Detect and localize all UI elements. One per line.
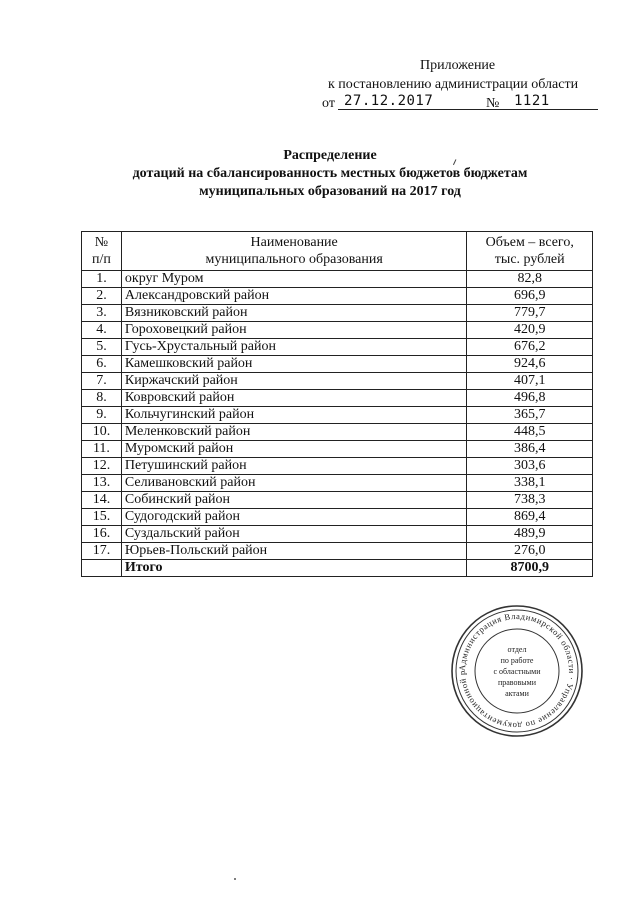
table-row <box>82 492 593 509</box>
row-value: 924,6 <box>467 356 593 373</box>
table-row <box>82 288 593 305</box>
date-value: 27.12.2017 <box>338 93 512 110</box>
row-number: 14. <box>82 492 122 509</box>
total-label: Итого <box>121 560 467 577</box>
date-label: от <box>322 96 335 111</box>
table-row <box>82 339 593 356</box>
table-row <box>82 509 593 526</box>
row-number: 11. <box>82 441 122 458</box>
table-row <box>82 441 593 458</box>
number-value: 1121 <box>506 93 598 110</box>
row-value: 386,4 <box>467 441 593 458</box>
row-name: Кольчугинский район <box>121 407 467 424</box>
header-name <box>121 232 467 271</box>
table-row <box>82 373 593 390</box>
row-name: Гусь-Хрустальный район <box>121 339 467 356</box>
official-seal <box>450 604 584 738</box>
row-name: Гороховецкий район <box>121 322 467 339</box>
number-label: № <box>486 96 500 111</box>
table-total-row <box>82 560 593 577</box>
seal-center-line-1: отдел <box>507 645 527 654</box>
row-number: 5. <box>82 339 122 356</box>
annex-date-number <box>322 93 602 114</box>
row-number: 8. <box>82 390 122 407</box>
row-value: 496,8 <box>467 390 593 407</box>
annex-reference: к постановлению администрации области <box>328 77 579 92</box>
total-value: 8700,9 <box>467 560 593 577</box>
row-name: Ковровский район <box>121 390 467 407</box>
table-row <box>82 543 593 560</box>
row-value: 420,9 <box>467 322 593 339</box>
row-name: Селивановский район <box>121 475 467 492</box>
header-num-line2: п/п <box>92 252 111 267</box>
seal-center-line-3: с областными <box>493 667 541 676</box>
row-value: 303,6 <box>467 458 593 475</box>
row-value: 448,5 <box>467 424 593 441</box>
seal-center-line-2: по работе <box>500 656 534 665</box>
header-num <box>82 232 122 271</box>
row-number: 3. <box>82 305 122 322</box>
row-number: 1. <box>82 271 122 288</box>
row-number: 4. <box>82 322 122 339</box>
row-name: Меленковский район <box>121 424 467 441</box>
header-name-line1: Наименование <box>250 235 338 250</box>
seal-ring-text: Администрация Владимирской области · Управление по документационной р <box>456 610 578 732</box>
header-num-line1: № <box>94 235 109 250</box>
total-empty-cell <box>82 560 122 577</box>
row-number: 17. <box>82 543 122 560</box>
doc-subtitle-line2: муниципальных образований на 2017 год <box>199 184 461 199</box>
doc-title: Распределение <box>283 148 377 163</box>
row-name: Киржачский район <box>121 373 467 390</box>
table-row <box>82 475 593 492</box>
seal-center-line-5: актами <box>505 689 529 698</box>
header-value <box>467 232 593 271</box>
row-name: Судогодский район <box>121 509 467 526</box>
row-number: 13. <box>82 475 122 492</box>
row-value: 779,7 <box>467 305 593 322</box>
row-value: 869,4 <box>467 509 593 526</box>
row-value: 489,9 <box>467 526 593 543</box>
table-row <box>82 526 593 543</box>
table-row <box>82 322 593 339</box>
seal-graphic <box>450 604 584 738</box>
row-value: 407,1 <box>467 373 593 390</box>
doc-subtitle-line1: дотаций на сбалансированность местных бюджетов бюджетам <box>132 166 528 181</box>
row-name: Петушинский район <box>121 458 467 475</box>
row-name: округ Муром <box>121 271 467 288</box>
row-name: Суздальский район <box>121 526 467 543</box>
seal-center-line-4: правовыми <box>497 678 537 687</box>
subsidies-table <box>81 231 593 577</box>
table-row <box>82 271 593 288</box>
row-number: 16. <box>82 526 122 543</box>
header-name-line2: муниципального образования <box>205 252 383 267</box>
row-number: 15. <box>82 509 122 526</box>
row-name: Вязниковский район <box>121 305 467 322</box>
row-name: Муромский район <box>121 441 467 458</box>
row-value: 338,1 <box>467 475 593 492</box>
row-name: Юрьев-Польский район <box>121 543 467 560</box>
table-row <box>82 458 593 475</box>
row-number: 2. <box>82 288 122 305</box>
row-number: 7. <box>82 373 122 390</box>
table-header-row <box>82 232 593 271</box>
table-row <box>82 407 593 424</box>
row-value: 738,3 <box>467 492 593 509</box>
scan-speck <box>234 878 236 880</box>
row-value: 365,7 <box>467 407 593 424</box>
row-value: 676,2 <box>467 339 593 356</box>
table-row <box>82 424 593 441</box>
row-number: 6. <box>82 356 122 373</box>
row-value: 276,0 <box>467 543 593 560</box>
row-name: Александровский район <box>121 288 467 305</box>
row-value: 696,9 <box>467 288 593 305</box>
annex-title: Приложение <box>420 58 496 73</box>
row-name: Собинский район <box>121 492 467 509</box>
row-name: Камешковский район <box>121 356 467 373</box>
table-row <box>82 305 593 322</box>
row-number: 12. <box>82 458 122 475</box>
annex-block <box>0 0 640 120</box>
header-value-line2: тыс. рублей <box>494 252 565 267</box>
table-row <box>82 356 593 373</box>
row-number: 9. <box>82 407 122 424</box>
table-row <box>82 390 593 407</box>
row-value: 82,8 <box>467 271 593 288</box>
header-value-line1: Объем – всего, <box>485 235 574 250</box>
row-number: 10. <box>82 424 122 441</box>
